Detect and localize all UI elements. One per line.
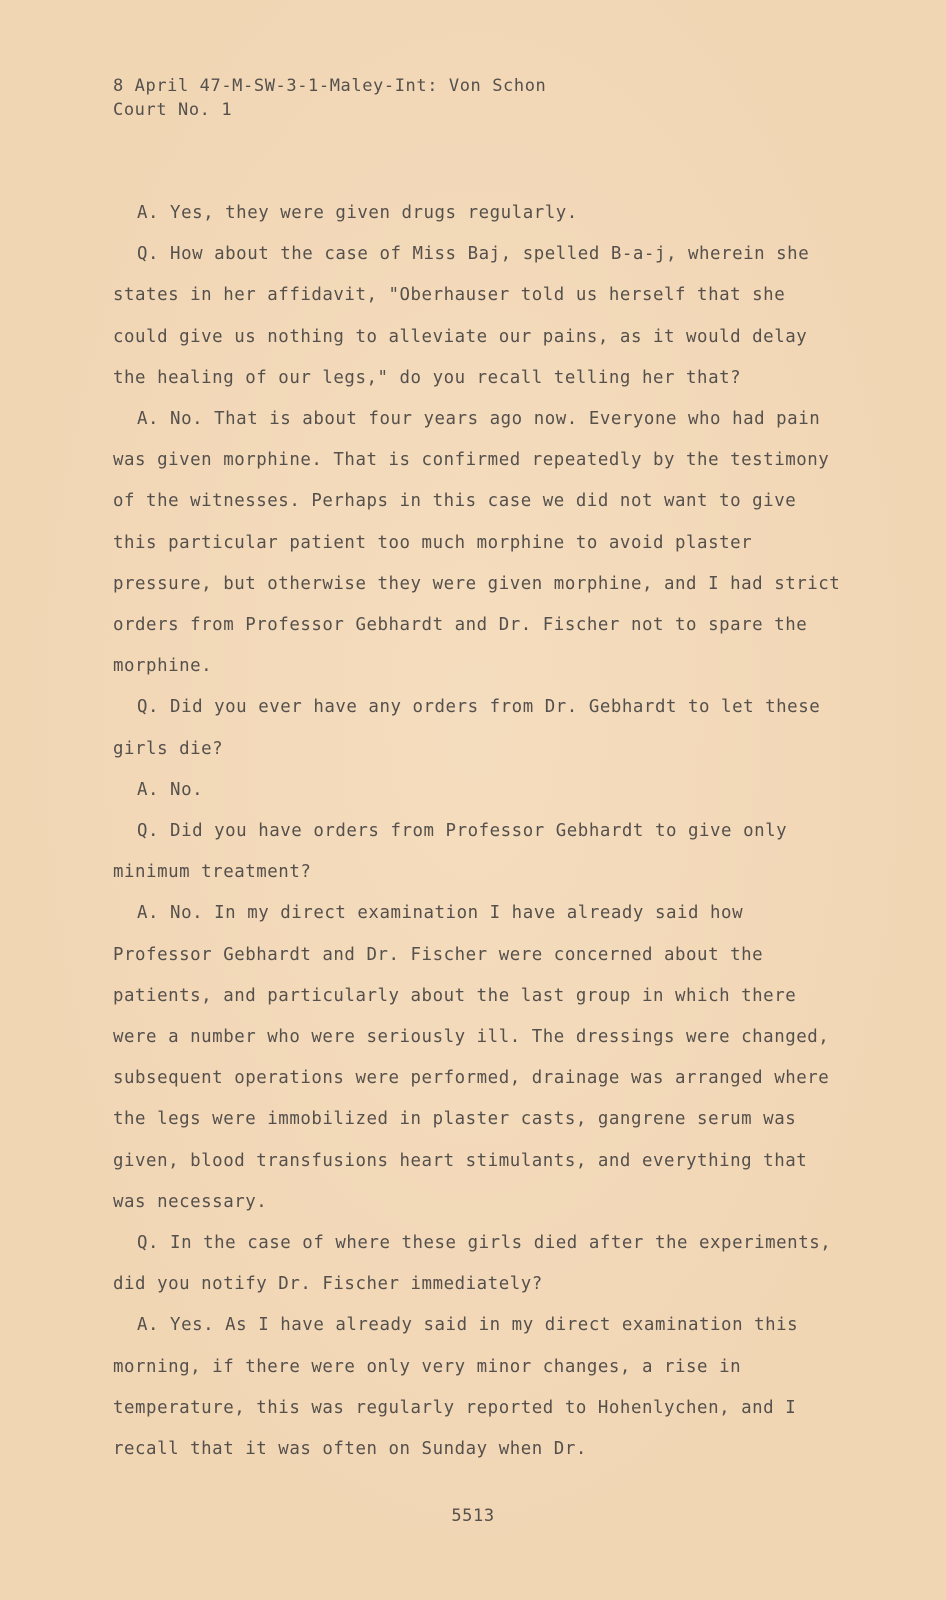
transcript-paragraph: Q. How about the case of Miss Baj, spelled B-a-j, wherein she states in her affidavit, "Oberhauser told us herself that she could give us nothing to alleviate our pains, as it would delay the healing of our legs," do you recall telling her that?	[113, 244, 810, 388]
transcript-paragraph: A. Yes, they were given drugs regularly.	[137, 203, 578, 223]
transcript-paragraph: A. No.	[137, 779, 204, 800]
transcript-paragraph: A. Yes. As I have already said in my direct examination this morning, if there were only very minor changes, a rise in temperature, this was regularly reported to Hohenlychen, and I recall that it was often on Sunday when Dr.	[113, 1315, 799, 1460]
transcript-body	[113, 193, 848, 1470]
transcript-paragraph: Q. Did you ever have any orders from Dr. Gebhardt to let these girls die?	[113, 697, 821, 759]
header-court-line: Court No. 1	[113, 100, 233, 120]
transcript-paragraph: Q. In the case of where these girls died after the experiments, did you notify Dr. Fischer immediately?	[113, 1233, 832, 1295]
document-header	[113, 74, 546, 122]
transcript-paragraph: Q. Did you have orders from Professor Gebhardt to give only minimum treatment?	[113, 821, 788, 883]
transcript-paragraph: A. No. In my direct examination I have already said how Professor Gebhardt and Dr. Fischer were concerned about the patients, and particularly about the last group in which there were a number who were seriously ill. The dressings were changed, subsequent operations were performed, drainage was arranged where the legs were immobilized in plaster casts, gangrene serum was given, blood transfusions heart stimulants, and everything that was necessary.	[113, 903, 830, 1212]
transcript-paragraph: A. No. That is about four years ago now. Everyone who had pain was given morphine. That is confirmed repeatedly by the testimony of the witnesses. Perhaps in this case we did not want to give this particular patient too much morphine to avoid plaster pressure, but otherwise they were given morphine, and I had strict orders from Professor Gebhardt and Dr. Fischer not to spare the morphine.	[113, 409, 841, 677]
header-date-line: 8 April 47-M-SW-3-1-Maley-Int: Von Schon	[113, 76, 547, 96]
page-number: 5513	[451, 1506, 495, 1526]
